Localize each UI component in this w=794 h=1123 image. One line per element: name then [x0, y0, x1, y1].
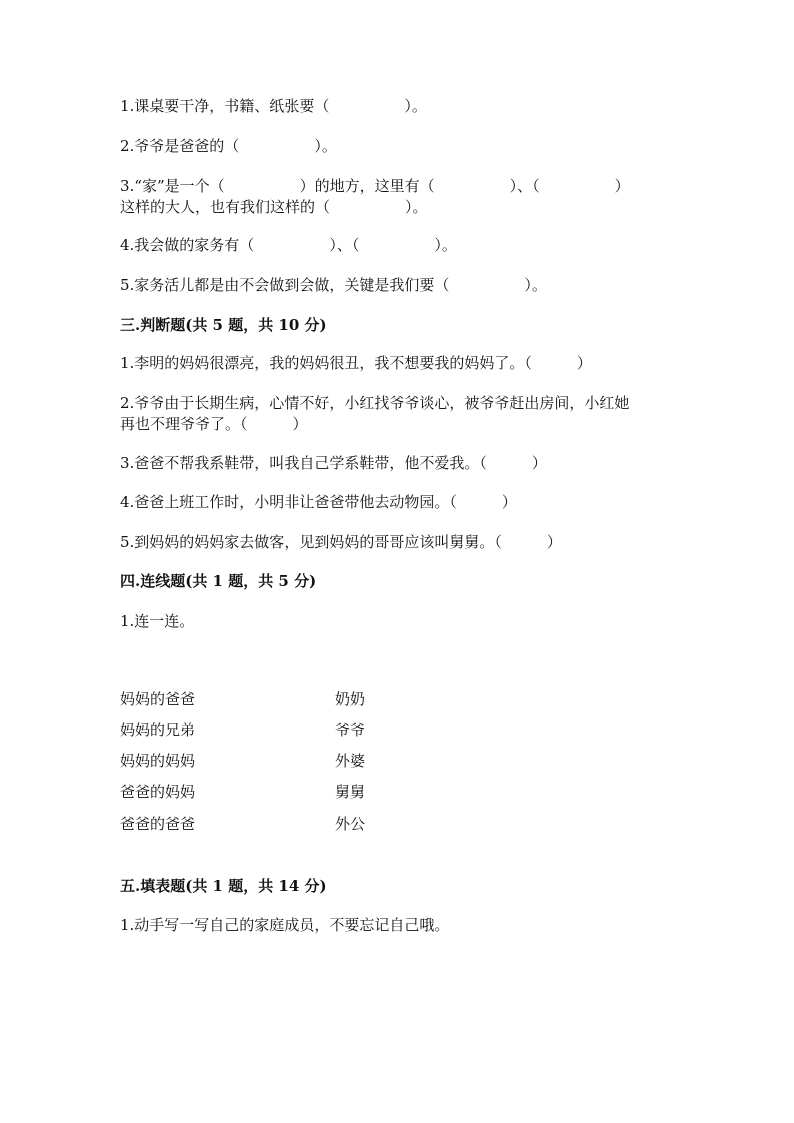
matching-right-item: 爷爷 [335, 721, 366, 739]
matching-right-item: 舅舅 [335, 783, 366, 801]
table-question: 1.动手写一写自己的家庭成员，不要忘记自己哦。 [120, 916, 450, 934]
judgment-q4: 4.爸爸上班工作时，小明非让爸爸带他去动物园。（ ） [120, 493, 517, 511]
matching-left-item: 妈妈的兄弟 [120, 721, 196, 739]
matching-right-item: 外公 [335, 815, 366, 833]
fill-blank-q5: 5.家务活儿都是由不会做到会做，关键是我们要（ ）。 [120, 276, 547, 294]
judgment-q1: 1.李明的妈妈很漂亮，我的妈妈很丑，我不想要我的妈妈了。（ ） [120, 354, 592, 372]
fill-blank-q1: 1.课桌要干净，书籍、纸张要（ ）。 [120, 97, 427, 115]
judgment-q3: 3.爸爸不帮我系鞋带，叫我自己学系鞋带，他不爱我。（ ） [120, 454, 547, 472]
matching-left-item: 妈妈的爸爸 [120, 690, 196, 708]
matching-right-item: 奶奶 [335, 690, 366, 708]
matching-left-item: 爸爸的爸爸 [120, 815, 196, 833]
judgment-q2-line2: 再也不理爷爷了。（ ） [120, 415, 308, 433]
matching-question: 1.连一连。 [120, 612, 195, 630]
matching-left-item: 妈妈的妈妈 [120, 752, 196, 770]
judgment-q2-line1: 2.爷爷由于长期生病，心情不好，小红找爷爷谈心，被爷爷赶出房间，小红她 [120, 394, 630, 412]
matching-left-item: 爸爸的妈妈 [120, 783, 196, 801]
fill-blank-q2: 2.爷爷是爸爸的（ ）。 [120, 137, 337, 155]
fill-blank-q4: 4.我会做的家务有（ ）、（ ）。 [120, 236, 457, 254]
judgment-q5: 5.到妈妈的妈妈家去做客，见到妈妈的哥哥应该叫舅舅。（ ） [120, 533, 562, 551]
section-heading-table: 五.填表题(共 1 题，共 14 分) [120, 877, 327, 895]
section-heading-matching: 四.连线题(共 1 题，共 5 分) [120, 572, 317, 590]
matching-right-item: 外婆 [335, 752, 366, 770]
fill-blank-q3-line1: 3.“家”是一个（ ）的地方，这里有（ ）、（ ） [120, 177, 630, 195]
section-heading-judgment: 三.判断题(共 5 题，共 10 分) [120, 316, 327, 334]
fill-blank-q3-line2: 这样的大人，也有我们这样的（ ）。 [120, 198, 428, 216]
